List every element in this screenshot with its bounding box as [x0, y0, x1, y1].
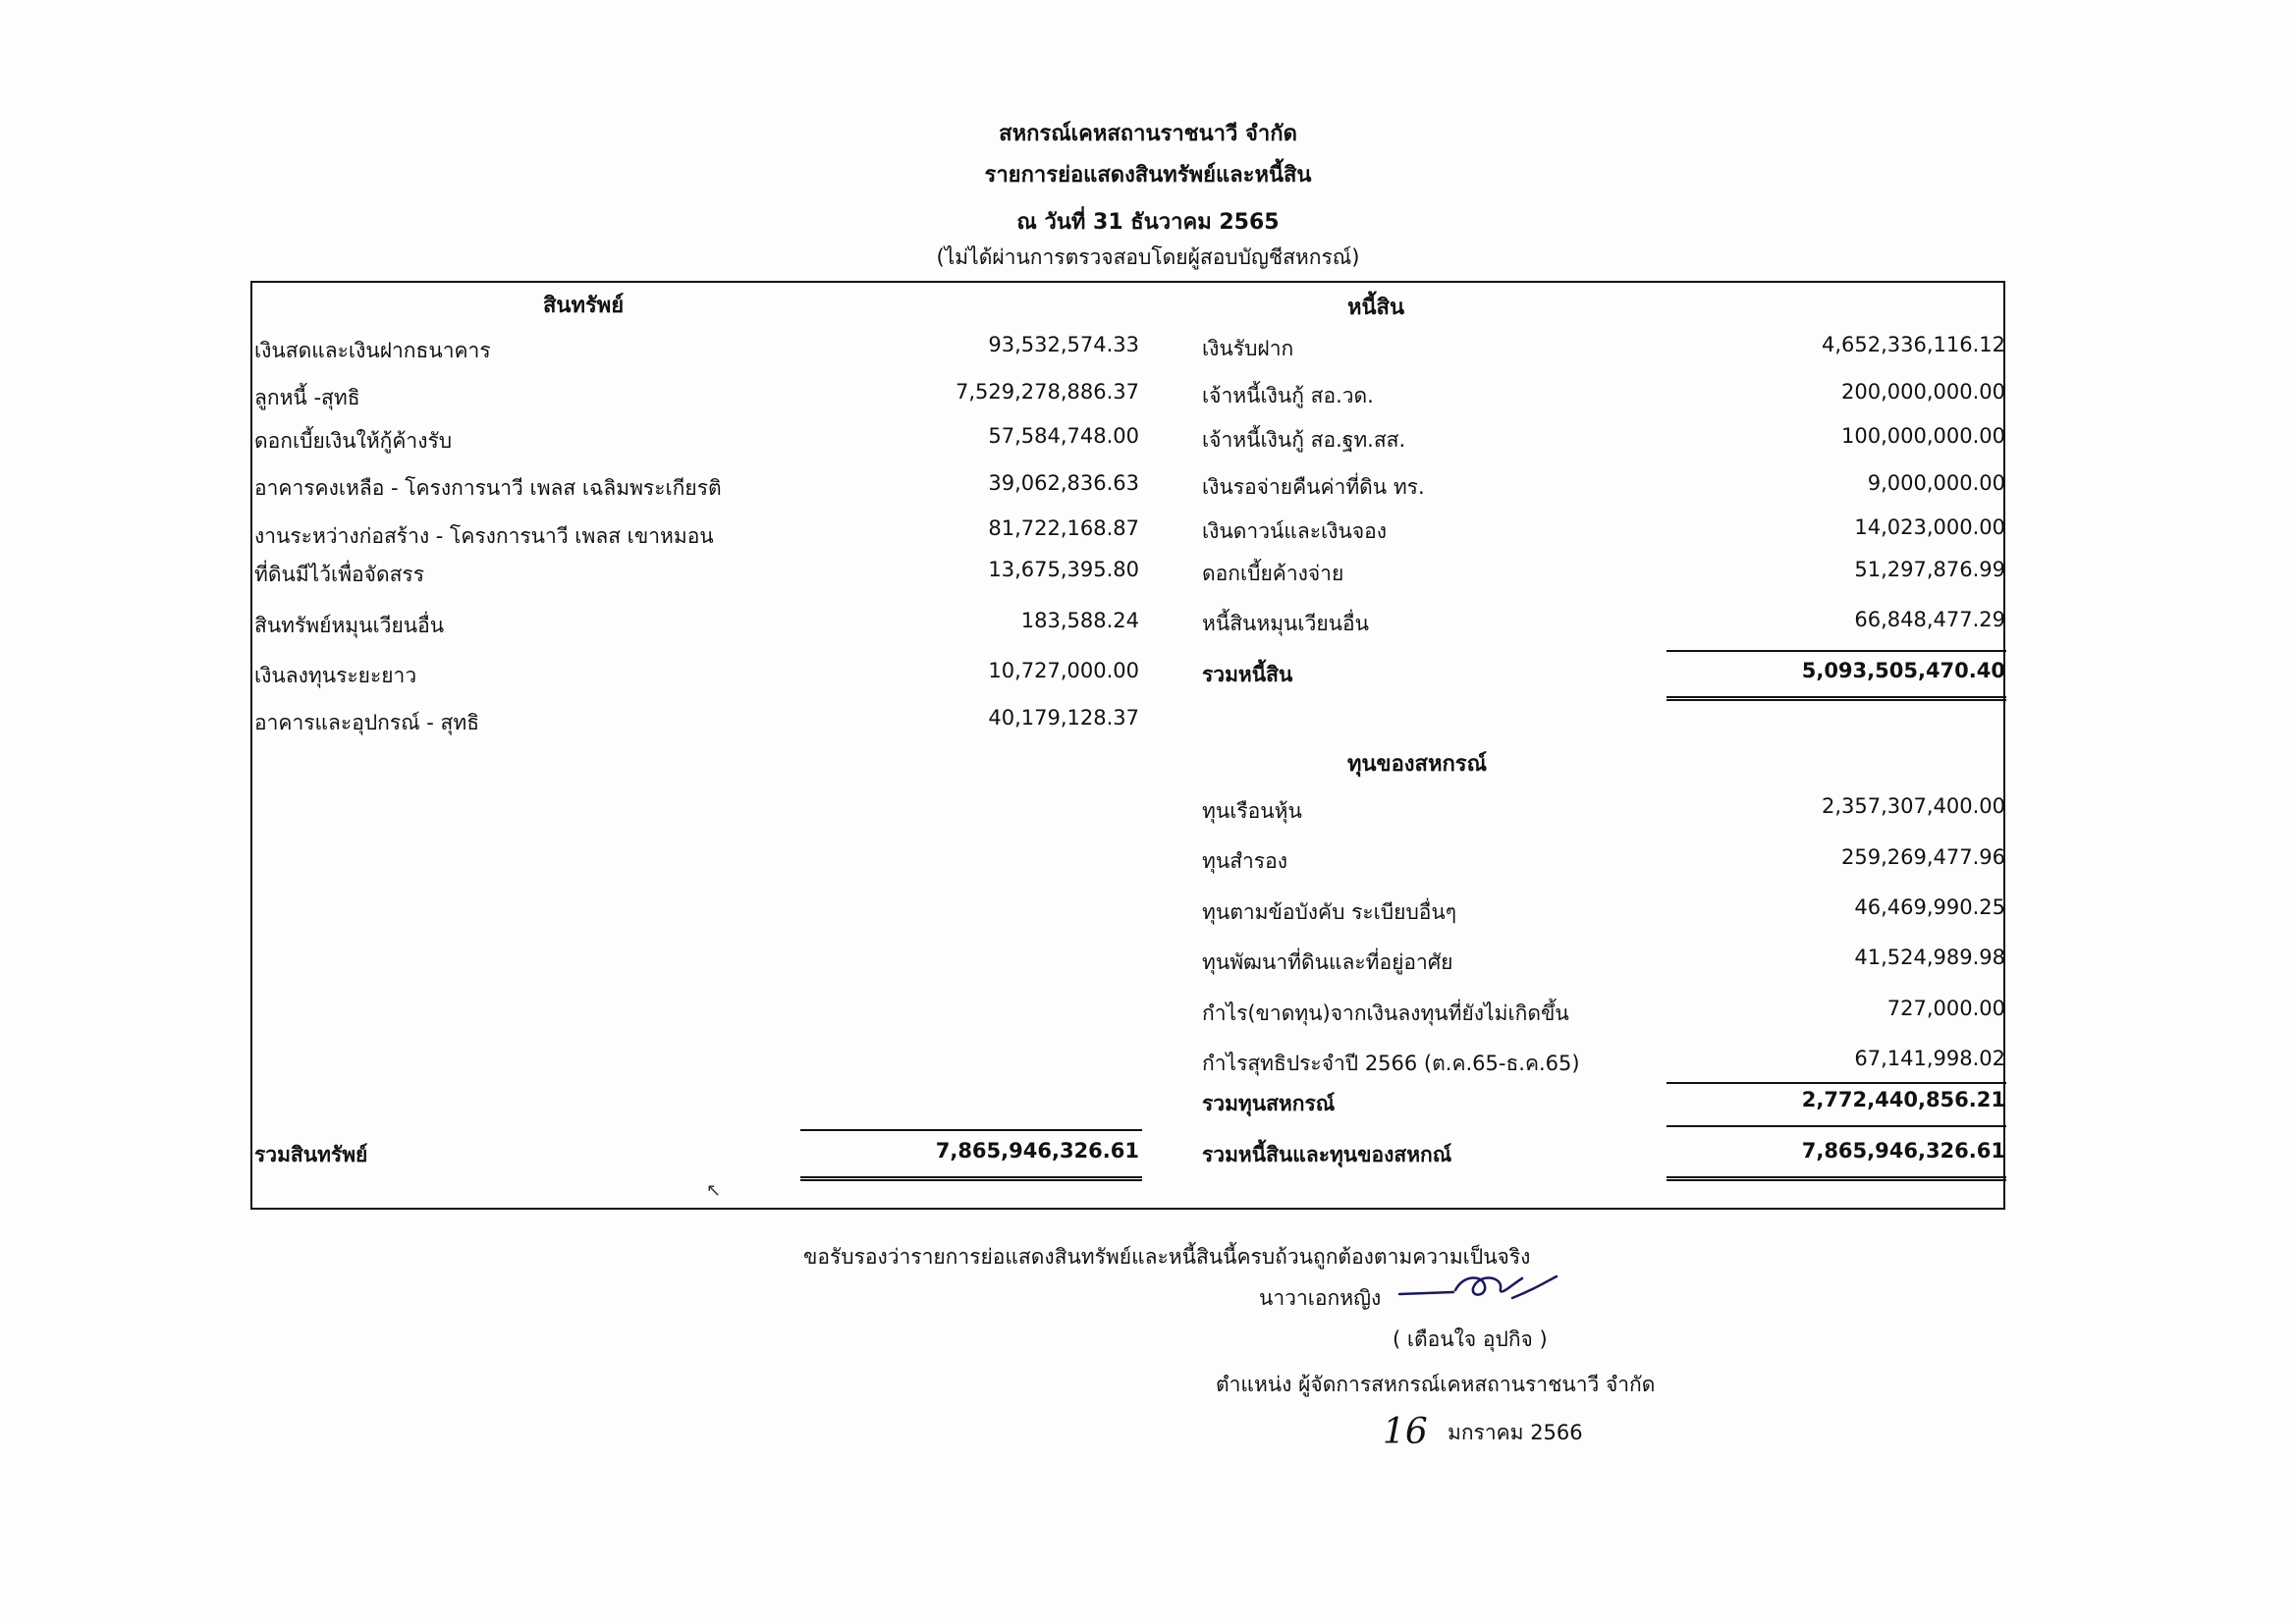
- equity-total-rule: [1667, 1082, 2006, 1084]
- asset-value: 57,584,748.00: [988, 424, 1139, 448]
- report-title: รายการย่อแสดงสินทรัพย์และหนี้สิน: [984, 163, 1312, 188]
- balance-sheet-table: [250, 281, 2005, 1210]
- asset-label: อาคารและอุปกรณ์ - สุทธิ: [254, 711, 480, 734]
- asset-label: เงินสดและเงินฝากธนาคาร: [254, 339, 491, 362]
- equity-value: 41,524,989.98: [1854, 946, 2005, 969]
- equity-value: 46,469,990.25: [1854, 895, 2005, 919]
- liabilities-total-double-rule: [1667, 696, 2006, 701]
- grand-total-label: รวมหนี้สินและทุนของสหกณ์: [1202, 1143, 1452, 1166]
- asset-value: 39,062,836.63: [988, 471, 1139, 495]
- asset-value: 93,532,574.33: [988, 333, 1139, 356]
- liability-label: เจ้าหนี้เงินกู้ สอ.ฐท.สส.: [1202, 428, 1406, 452]
- liability-label: เงินรอจ่ายคืนค่าที่ดิน ทร.: [1202, 475, 1425, 499]
- asset-value: 183,588.24: [1020, 609, 1139, 632]
- liability-label: เจ้าหนี้เงินกู้ สอ.วด.: [1202, 384, 1374, 407]
- equity-heading: ทุนของสหกรณ์: [1347, 752, 1488, 777]
- signer-name: ( เตือนใจ อุปกิจ ): [1393, 1327, 1548, 1351]
- sign-month-year: มกราคม 2566: [1448, 1421, 1583, 1444]
- signer-position: ตำแหน่ง ผู้จัดการสหกรณ์เคหสถานราชนาวี จำกัด: [1216, 1373, 1656, 1396]
- liabilities-total-label: รวมหนี้สิน: [1202, 663, 1293, 686]
- equity-value: 259,269,477.96: [1841, 845, 2005, 869]
- asset-label: ลูกหนี้ -สุทธิ: [254, 386, 360, 409]
- asset-value: 7,529,278,886.37: [955, 380, 1139, 404]
- assets-heading: สินทรัพย์: [543, 294, 625, 318]
- asset-value: 13,675,395.80: [988, 558, 1139, 581]
- asset-label: อาคารคงเหลือ - โครงการนาวี เพลส เฉลิมพระเกียรติ: [254, 476, 722, 500]
- asset-label: สินทรัพย์หมุนเวียนอื่น: [254, 614, 445, 637]
- asset-value: 40,179,128.37: [988, 706, 1139, 730]
- equity-label: กำไร(ขาดทุน)จากเงินลงทุนที่ยังไม่เกิดขึ้น: [1202, 1001, 1569, 1025]
- assets-total-label: รวมสินทรัพย์: [254, 1143, 368, 1166]
- equity-total-value: 2,772,440,856.21: [1801, 1088, 2005, 1111]
- equity-total-underline: [1667, 1125, 2006, 1127]
- asset-label: ที่ดินมีไว้เพื่อจัดสรร: [254, 563, 424, 586]
- liabilities-heading: หนี้สิน: [1347, 296, 1405, 320]
- asset-value: 10,727,000.00: [988, 659, 1139, 682]
- equity-label: ทุนพัฒนาที่ดินและที่อยู่อาศัย: [1202, 950, 1453, 974]
- signature-icon: [1394, 1255, 1561, 1314]
- report-date: ณ วันที่ 31 ธันวาคม 2565: [1016, 210, 1280, 235]
- liability-value: 100,000,000.00: [1841, 424, 2005, 448]
- liability-value: 14,023,000.00: [1854, 515, 2005, 539]
- liability-value: 200,000,000.00: [1841, 380, 2005, 404]
- certification-statement: ขอรับรองว่ารายการย่อแสดงสินทรัพย์และหนี้สินนี้ครบถ้วนถูกต้องตามความเป็นจริง: [803, 1245, 1531, 1269]
- liability-label: ดอกเบี้ยค้างจ่าย: [1202, 562, 1344, 585]
- grand-total-double-rule: [1667, 1176, 2006, 1181]
- cursor-arrow-icon: ↖: [706, 1180, 722, 1201]
- equity-value: 2,357,307,400.00: [1821, 794, 2005, 818]
- signer-rank: นาวาเอกหญิง: [1259, 1286, 1382, 1310]
- asset-label: งานระหว่างก่อสร้าง - โครงการนาวี เพลส เขาหมอน: [254, 524, 714, 548]
- liability-label: เงินรับฝาก: [1202, 337, 1294, 360]
- grand-total-value: 7,865,946,326.61: [1801, 1139, 2005, 1163]
- liability-label: หนี้สินหมุนเวียนอื่น: [1202, 612, 1370, 635]
- liability-value: 66,848,477.29: [1854, 608, 2005, 631]
- equity-total-label: รวมทุนสหกรณ์: [1202, 1092, 1336, 1115]
- liability-value: 51,297,876.99: [1854, 558, 2005, 581]
- liability-value: 4,652,336,116.12: [1821, 333, 2005, 356]
- assets-total-rule: [800, 1129, 1142, 1131]
- equity-value: 727,000.00: [1886, 997, 2005, 1020]
- equity-value: 67,141,998.02: [1854, 1047, 2005, 1070]
- equity-label: ทุนตามข้อบังคับ ระเบียบอื่นๆ: [1202, 900, 1457, 924]
- asset-value: 81,722,168.87: [988, 516, 1139, 540]
- liability-value: 9,000,000.00: [1867, 471, 2005, 495]
- assets-total-double-rule: [800, 1176, 1142, 1181]
- equity-label: กำไรสุทธิประจำปี 2566 (ต.ค.65-ธ.ค.65): [1202, 1052, 1580, 1075]
- asset-label: เงินลงทุนระยะยาว: [254, 664, 417, 687]
- organization-name: สหกรณ์เคหสถานราชนาวี จำกัด: [999, 122, 1297, 146]
- liability-label: เงินดาวน์และเงินจอง: [1202, 519, 1388, 543]
- equity-label: ทุนเรือนหุ้น: [1202, 799, 1302, 823]
- assets-total-value: 7,865,946,326.61: [935, 1139, 1139, 1163]
- audit-note: (ไม่ได้ผ่านการตรวจสอบโดยผู้สอบบัญชีสหกรณ์): [936, 245, 1360, 269]
- asset-label: ดอกเบี้ยเงินให้กู้ค้างรับ: [254, 429, 453, 453]
- liabilities-total-value: 5,093,505,470.40: [1801, 659, 2005, 682]
- handwritten-day: 16: [1383, 1412, 1428, 1452]
- liabilities-total-rule: [1667, 650, 2006, 652]
- equity-label: ทุนสำรอง: [1202, 849, 1287, 873]
